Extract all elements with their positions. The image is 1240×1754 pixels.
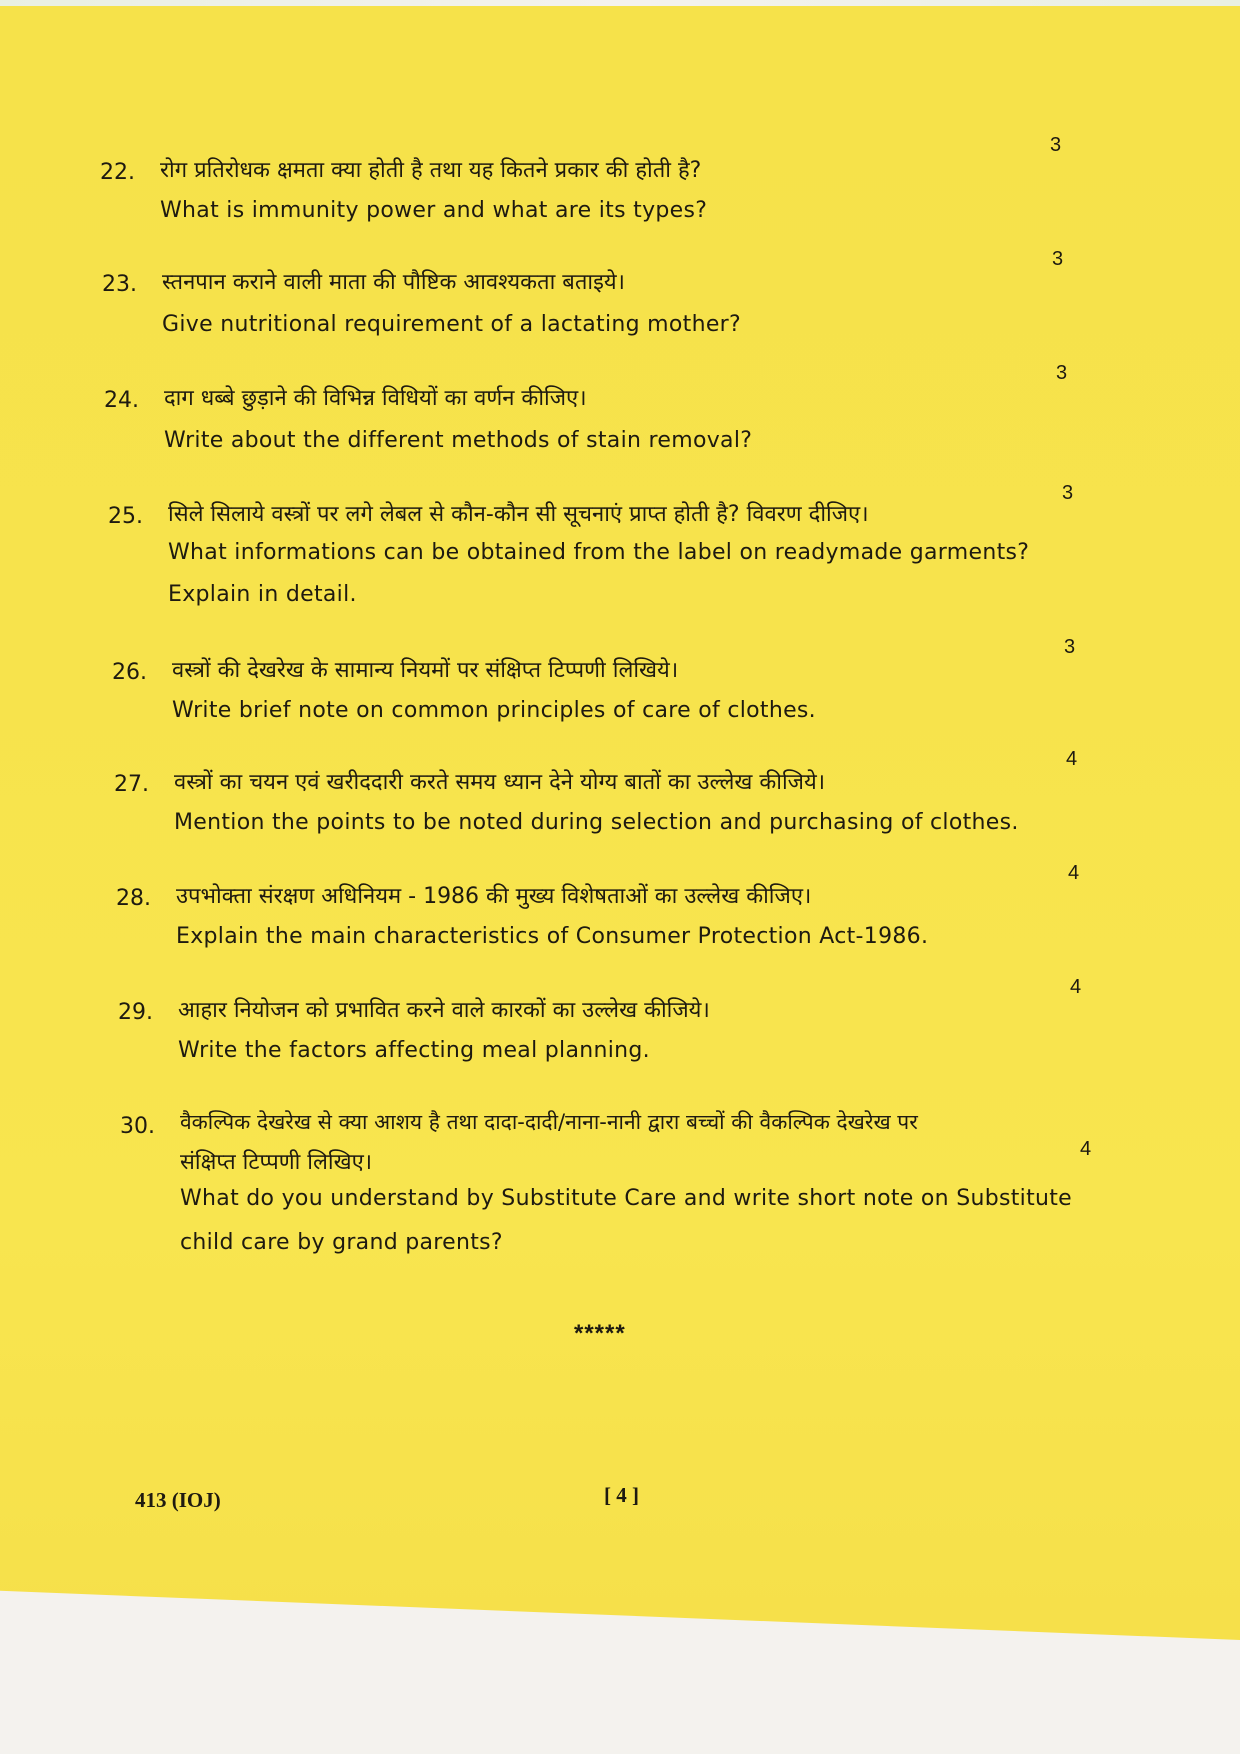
page-number: [ 4 ] (604, 1483, 639, 1507)
question-text-hindi: आहार नियोजन को प्रभावित करने वाले कारकों का उल्लेख कीजिये। (178, 998, 710, 1023)
question-text-english: Explain the main characteristics of Consumer Protection Act-1986. (176, 924, 929, 949)
question-number: 23. (102, 272, 137, 297)
question-text-hindi: सिले सिलाये वस्त्रों पर लगे लेबल से कौन-कौन सी सूचनाएं प्राप्त होती है? विवरण दीजिए। (168, 502, 869, 527)
question-number: 24. (104, 388, 139, 413)
question-text-hindi: वस्त्रों की देखरेख के सामान्य नियमों पर संक्षिप्त टिप्पणी लिखिये। (172, 658, 679, 683)
question-text-english: Write brief note on common principles of care of clothes. (172, 698, 816, 723)
question-marks: 3 (1052, 248, 1064, 270)
question-number: 30. (120, 1114, 155, 1139)
question-text-english: What do you understand by Substitute Care and write short note on Substitute (180, 1186, 1073, 1211)
question-marks: 3 (1050, 134, 1062, 156)
question-marks: 3 (1062, 482, 1074, 504)
end-of-paper-marker: ***** (574, 1320, 626, 1347)
question-text-hindi: दाग धब्बे छुड़ाने की विभिन्न विधियों का वर्णन कीजिए। (164, 386, 587, 411)
question-marks: 3 (1056, 362, 1068, 384)
question-number: 25. (108, 504, 143, 529)
question-text-hindi: स्तनपान कराने वाली माता की पौष्टिक आवश्यकता बताइये। (162, 270, 625, 295)
question-text-english: Explain in detail. (168, 582, 357, 607)
question-text-english: Give nutritional requirement of a lactating mother? (162, 312, 741, 337)
question-number: 27. (114, 772, 149, 797)
question-text-english: Write about the different methods of stain removal? (164, 428, 753, 453)
question-number: 29. (118, 1000, 153, 1025)
question-text-hindi: वैकल्पिक देखरेख से क्या आशय है तथा दादा-दादी/नाना-नानी द्वारा बच्चों की वैकल्पिक देखरेख पर (180, 1110, 918, 1134)
question-text-hindi-continued: संक्षिप्त टिप्पणी लिखिए। (180, 1150, 373, 1175)
question-marks: 3 (1064, 636, 1076, 658)
question-text-english: What is immunity power and what are its types? (160, 198, 708, 223)
scan-top-edge (0, 0, 1240, 6)
question-text-hindi: उपभोक्ता संरक्षण अधिनियम - 1986 की मुख्य विशेषताओं का उल्लेख कीजिए। (176, 884, 812, 909)
question-text-english: Mention the points to be noted during selection and purchasing of clothes. (174, 810, 1019, 835)
question-marks: 4 (1070, 976, 1082, 998)
question-number: 22. (100, 160, 135, 185)
question-marks: 4 (1066, 748, 1078, 770)
question-marks: 4 (1080, 1138, 1092, 1160)
question-text-english: What informations can be obtained from the label on readymade garments? (168, 540, 1030, 565)
question-text-english: child care by grand parents? (180, 1230, 503, 1255)
question-text-hindi: रोग प्रतिरोधक क्षमता क्या होती है तथा यह कितने प्रकार की होती है? (160, 158, 702, 183)
question-number: 26. (112, 660, 147, 685)
paper-code: 413 (IOJ) (135, 1488, 221, 1512)
question-text-english: Write the factors affecting meal planning. (178, 1038, 650, 1063)
question-number: 28. (116, 886, 151, 911)
question-marks: 4 (1068, 862, 1080, 884)
question-text-hindi: वस्त्रों का चयन एवं खरीददारी करते समय ध्यान देने योग्य बातों का उल्लेख कीजिये। (174, 770, 826, 795)
